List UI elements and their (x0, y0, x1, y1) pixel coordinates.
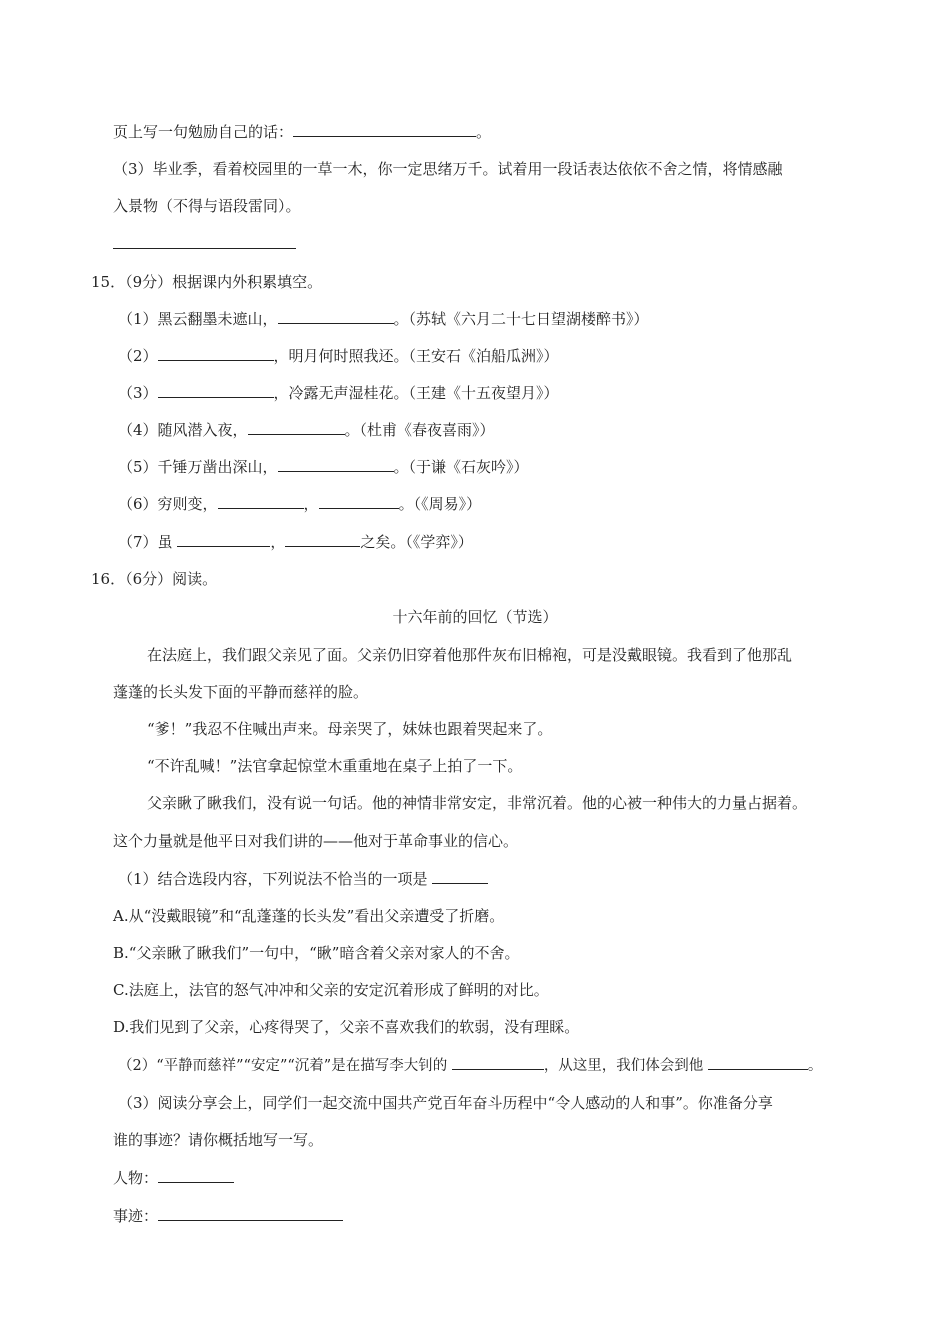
passage-p4-line2: 这个力量就是他平日对我们讲的——他对于革命事业的信心。 (113, 832, 519, 850)
answer-blank[interactable] (452, 1055, 544, 1070)
option-d: D.我们见到了父亲，心疼得哭了，父亲不喜欢我们的软弱，没有理睬。 (113, 1018, 580, 1036)
q14-sub3-line1: （3）毕业季，看着校园里的一草一木，你一定思绪万千。试着用一段话表达依依不舍之情，将情感融 (113, 160, 783, 178)
answer-blank[interactable] (708, 1055, 808, 1070)
q15-item-7: （7）虽 ， 之矣。（《学弈》） (118, 533, 473, 551)
person-input[interactable] (158, 1168, 234, 1183)
deed-input[interactable] (158, 1206, 343, 1221)
answer-blank[interactable] (177, 532, 270, 547)
answer-blank[interactable] (158, 346, 274, 361)
answer-blank[interactable] (278, 457, 394, 472)
q15-item-4: （4）随风潜入夜， 。（杜甫《春夜喜雨》） (118, 421, 495, 439)
answer-blank[interactable] (293, 122, 476, 137)
q15-item-5: （5）千锤万凿出深山， 。（于谦《石灰吟》） (118, 458, 529, 476)
passage-p4-line1: 父亲瞅了瞅我们，没有说一句话。他的神情非常安定，非常沉着。他的心被一种伟大的力量占据着。 (147, 794, 808, 812)
q15-item-3: （3） ，冷露无声湿桂花。（王建《十五夜望月》） (118, 384, 559, 402)
q16-header: 16．（6分）阅读。 (91, 570, 218, 588)
q16-sub3-line1: （3）阅读分享会上，同学们一起交流中国共产党百年奋斗历程中“令人感动的人和事”。你准备分享 (118, 1094, 773, 1112)
passage-p1-line2: 蓬蓬的长头发下面的平静而慈祥的脸。 (113, 683, 369, 701)
answer-blank[interactable] (158, 383, 274, 398)
q14-sub3-line2: 入景物（不得与语段雷同）。 (113, 197, 301, 215)
passage-title: 十六年前的回忆（节选） (392, 608, 558, 626)
deed-field: 事迹： (113, 1206, 343, 1226)
answer-blank[interactable] (218, 494, 304, 509)
answer-blank[interactable] (432, 869, 488, 884)
q14-line1: 页上写一句勉励自己的话： 。 (113, 123, 492, 141)
q15-item-6: （6）穷则变， ， 。（《周易》） (118, 495, 482, 513)
q16-sub3-line2: 谁的事迹？请你概括地写一写。 (113, 1131, 324, 1149)
passage-p1-line1: 在法庭上，我们跟父亲见了面。父亲仍旧穿着他那件灰布旧棉袍，可是没戴眼镜。我看到了他那乱 (147, 646, 793, 664)
answer-blank[interactable] (278, 309, 394, 324)
option-a: A.从“没戴眼镜”和“乱蓬蓬的长头发”看出父亲遭受了折磨。 (113, 907, 505, 925)
q14-sub3-answer (113, 234, 296, 254)
q15-item-1: （1）黑云翻墨未遮山， 。（苏轼《六月二十七日望湖楼醉书》） (118, 310, 649, 328)
passage-p2: “爹！”我忍不住喊出声来。母亲哭了，妹妹也跟着哭起来了。 (147, 720, 553, 738)
q16-sub2: （2）“平静而慈祥”“安定”“沉着”是在描写李大钊的 ，从这里，我们体会到他 。 (118, 1055, 822, 1076)
person-field: 人物： (113, 1168, 234, 1188)
option-c: C.法庭上，法官的怒气冲冲和父亲的安定沉着形成了鲜明的对比。 (113, 981, 549, 999)
option-b: B.“父亲瞅了瞅我们”一句中，“瞅”暗含着父亲对家人的不舍。 (113, 944, 520, 962)
answer-blank[interactable] (319, 494, 399, 509)
q15-item-2: （2） ，明月何时照我还。（王安石《泊船瓜洲》） (118, 347, 559, 365)
q15-header: 15．（9分）根据课内外积累填空。 (91, 273, 323, 291)
q16-sub1: （1）结合选段内容，下列说法不恰当的一项是 (118, 869, 488, 889)
answer-blank[interactable] (248, 420, 345, 435)
answer-blank[interactable] (285, 532, 360, 547)
passage-p3: “不许乱喊！”法官拿起惊堂木重重地在桌子上拍了一下。 (147, 757, 523, 775)
answer-blank[interactable] (113, 234, 296, 249)
